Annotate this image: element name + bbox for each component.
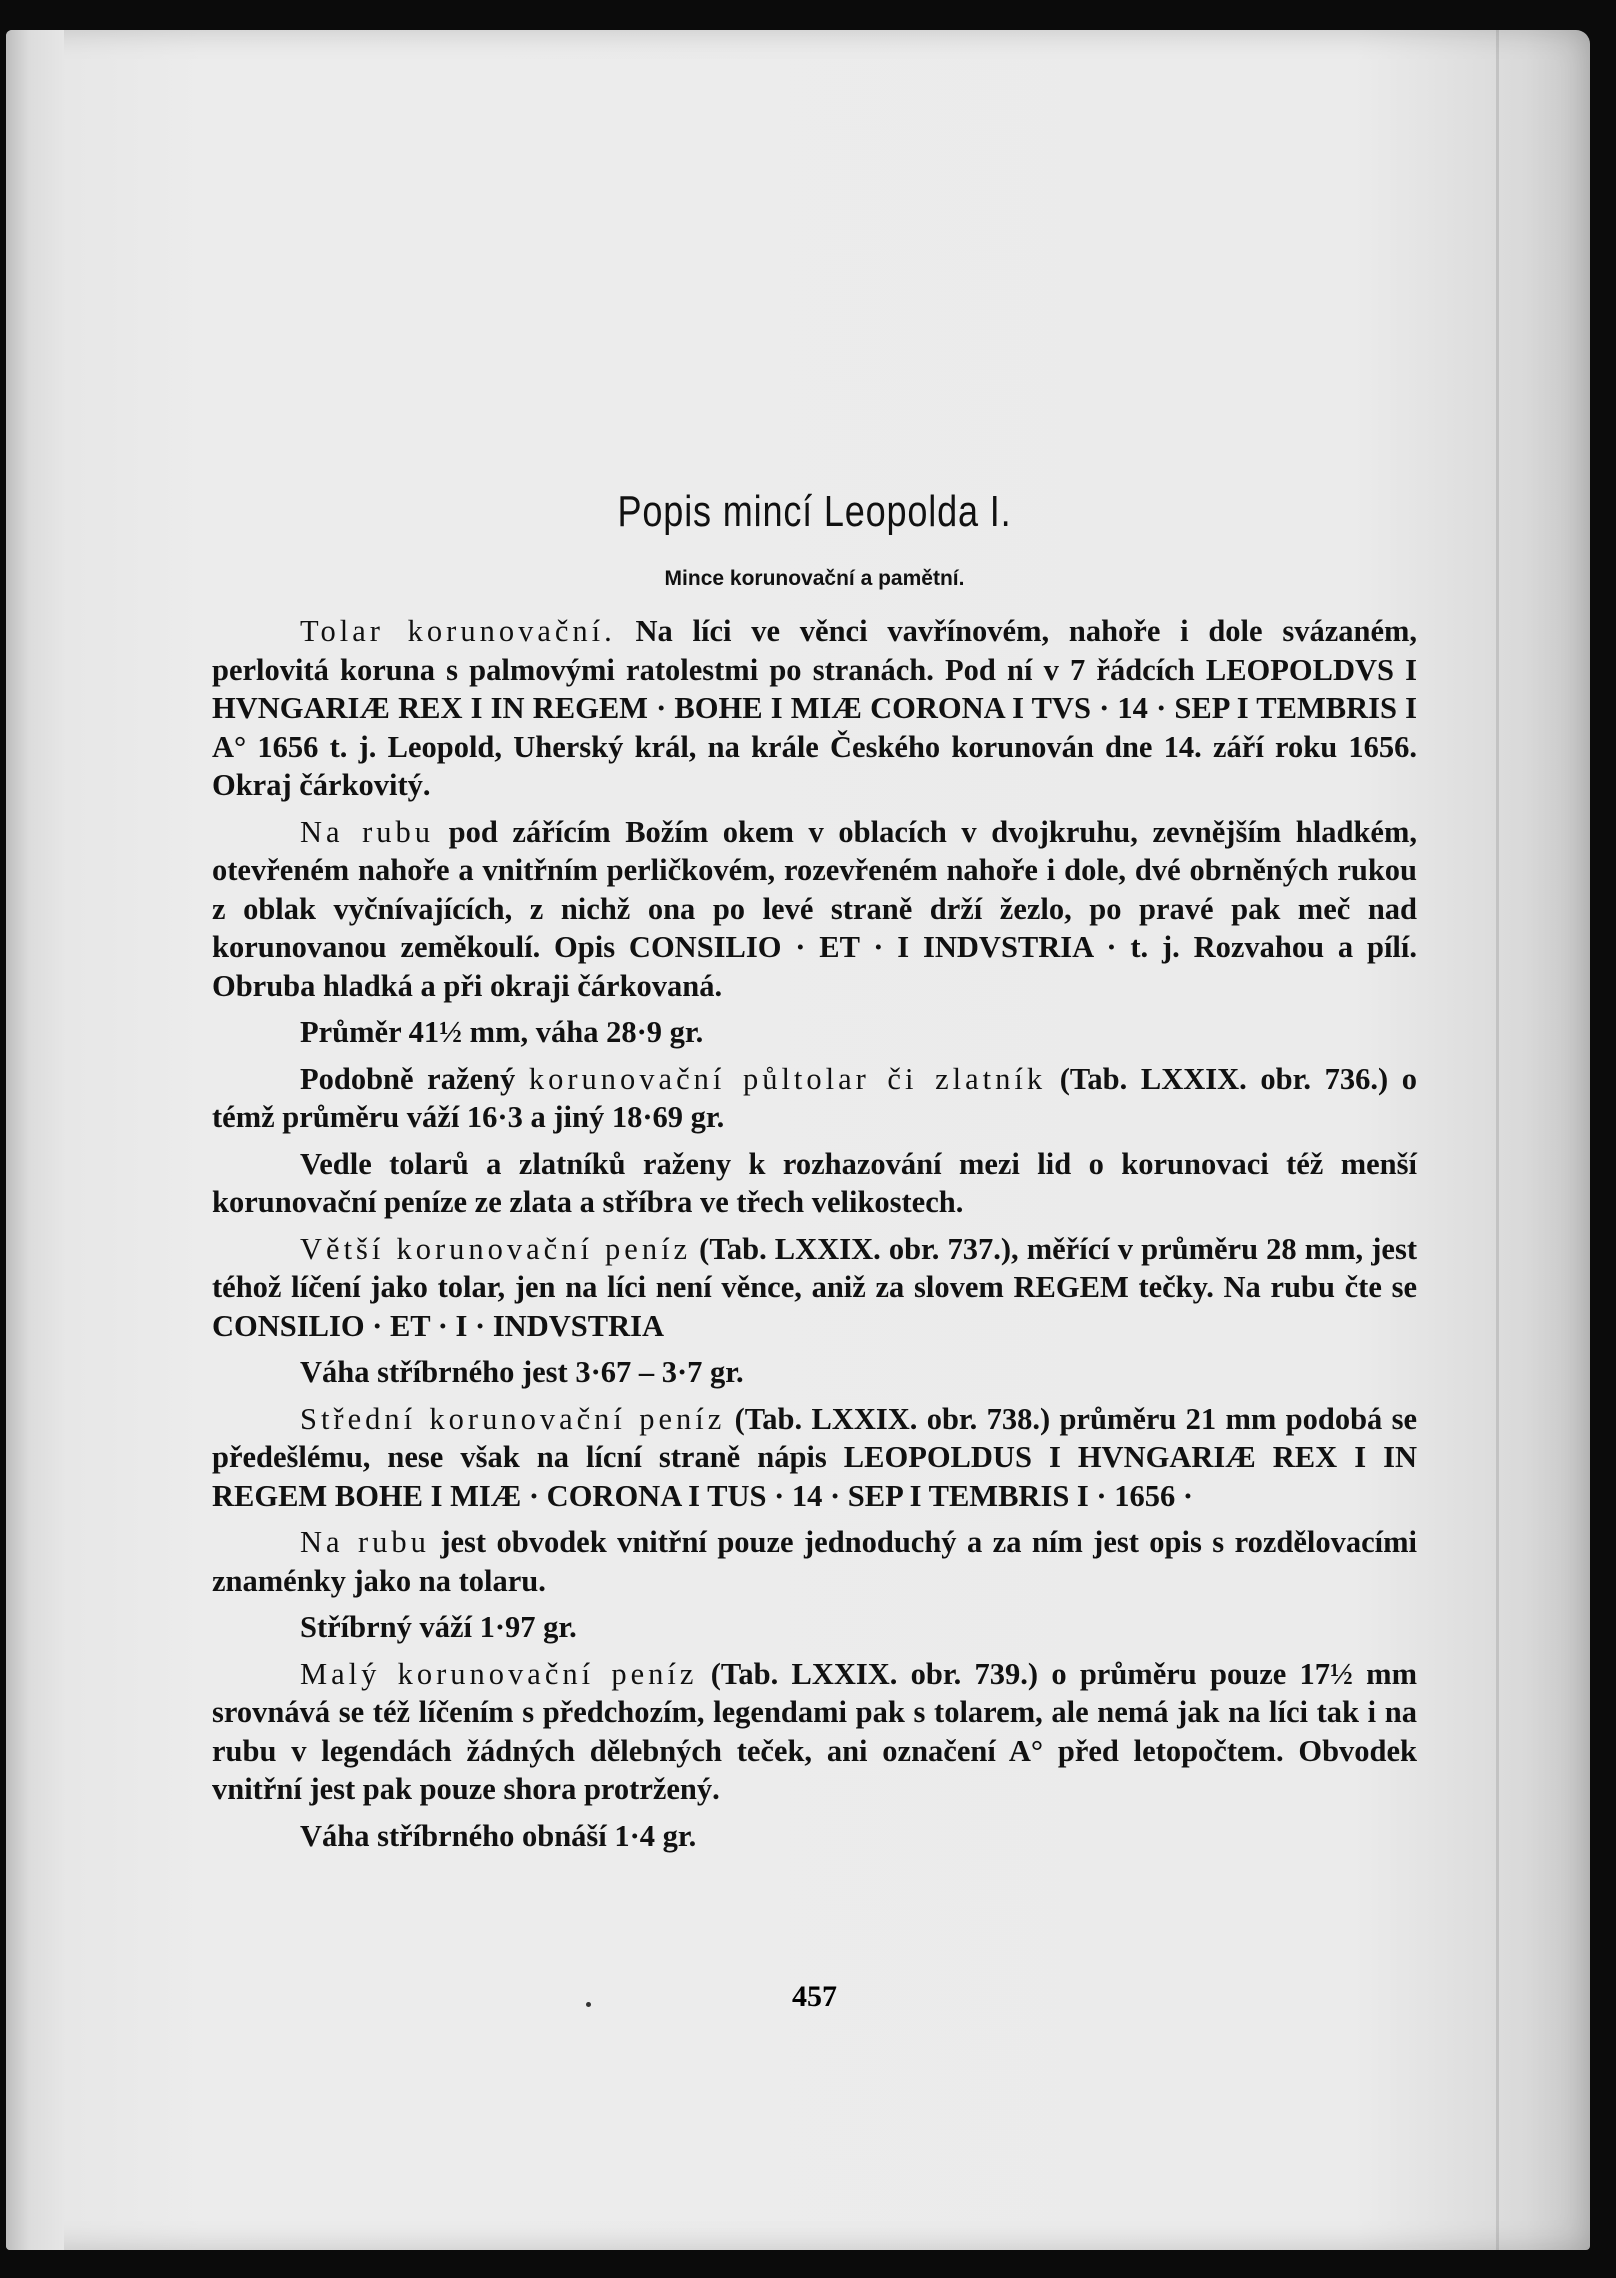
paragraph-3-text: Průměr 41½ mm, váha 28·9 gr. xyxy=(300,1015,704,1049)
page-content xyxy=(212,482,1417,1863)
paragraph-12-text: Váha stříbrného obnáší 1·4 gr. xyxy=(300,1818,697,1853)
page-title: Popis mincí Leopolda I. xyxy=(617,487,1012,536)
paragraph-7-text: Váha stříbrného jest 3·67 – 3·7 gr. xyxy=(300,1355,744,1389)
paragraph-7 xyxy=(212,1353,1417,1392)
paragraph-6-text: (Tab. LXXIX. obr. 737.), měřící v průměru 28 mm, jest téhož líčení jako tolar, jen na líci není věnce, aniž za slovem REGEM tečky. Na rubu čte se CONSILIO · ET · I · INDVSTRIA xyxy=(212,1231,1417,1343)
paragraph-5-text: Vedle tolarů a zlatníků raženy k rozhazování mezi lid o korunovaci též menší korunovační peníze ze zlata a stříbra ve třech velikostech. xyxy=(212,1146,1417,1219)
paragraph-4-text: (Tab. LXXIX. obr. 736.) o témž průměru váží 16·3 a jiný 18·69 gr. xyxy=(212,1061,1417,1134)
page-crease xyxy=(1496,30,1499,2250)
paragraph-4 xyxy=(212,1060,1417,1137)
paragraph-12 xyxy=(212,1817,1417,1856)
paragraph-4-lead: korunovační půltolar či zlatník xyxy=(528,1061,1047,1096)
paragraph-6 xyxy=(212,1230,1417,1346)
page-number: 457 xyxy=(792,1980,837,2013)
paragraph-8 xyxy=(212,1400,1417,1516)
paragraph-3 xyxy=(212,1013,1417,1052)
paragraph-8-lead: Střední korunovační peníz xyxy=(300,1401,726,1436)
paragraph-10-text: Stříbrný váží 1·97 gr. xyxy=(300,1610,577,1644)
paragraph-9 xyxy=(212,1523,1417,1600)
paragraph-4-lead-plain: Podobně ražený xyxy=(300,1061,529,1096)
paragraph-1-text: Na líci ve věnci vavřínovém, nahoře i dole svázaném, perlovitá koruna s palmovými ratolestmi po stranách. Pod ní v 7 řádcích LEOPOLDVS I HVNGARIÆ REX I IN REGEM · BOHE I MIÆ CORONA I TVS · 14 · SEP I TEMBRIS I A° 1656 t. j. Leopold, Uherský král, na krále Českého korunován dne 14. září roku 1656. Okraj čárkovitý. xyxy=(212,614,1418,802)
section-subtitle: Mince korunovační a pamětní. xyxy=(664,567,965,590)
paragraph-9-text: jest obvodek vnitřní pouze jednoduchý a za ním jest opis s rozdělovacími znaménky jako na tolaru. xyxy=(212,1525,1417,1598)
paragraph-11-text: (Tab. LXXIX. obr. 739.) o průměru pouze 17½ mm srovnává se též líčením s předchozím, legendami pak s tolarem, ale nemá jak na líci tak i na rubu v legendách žádných dělebných teček, ani označení A° před letopočtem. Obvodek vnitřní jest pak pouze shora protržený. xyxy=(212,1656,1417,1806)
paragraph-9-lead: Na rubu xyxy=(300,1525,430,1559)
paragraph-6-lead: Větší korunovační peníz xyxy=(300,1231,692,1266)
paragraph-2 xyxy=(212,813,1417,1006)
paragraph-1-lead: Tolar korunovační. xyxy=(300,614,616,648)
paragraph-1 xyxy=(212,612,1417,805)
paragraph-2-lead: Na rubu xyxy=(300,814,435,849)
paragraph-11 xyxy=(212,1655,1417,1809)
page-spine-shadow xyxy=(6,30,64,2250)
paragraph-10 xyxy=(212,1608,1417,1647)
paragraph-11-lead: Malý korunovační peníz xyxy=(300,1656,698,1691)
book-page xyxy=(6,30,1590,2250)
paragraph-2-text: pod zářícím Božím okem v oblacích v dvojkruhu, zevnějším hladkém, otevřeném nahoře a vnitřním perličkovém, rozevřeném nahoře i dole, dvé obrněných rukou z oblak vyčnívajících, z nichž ona po levé straně drží žezlo, po pravé pak meč nad korunovanou zeměkoulí. Opis CONSILIO · ET · I INDVSTRIA · t. j. Rozvahou a pílí. Obruba hladká a při okraji čárkovaná. xyxy=(212,814,1417,1003)
paragraph-5 xyxy=(212,1145,1417,1222)
paragraph-8-text: (Tab. LXXIX. obr. 738.) průměru 21 mm podobá se předešlému, nese však na lícní straně nápis LEOPOLDUS I HVNGARIÆ REX I IN REGEM BOHE I MIÆ · CORONA I TUS · 14 · SEP I TEMBRIS I · 1656 · xyxy=(212,1401,1418,1513)
